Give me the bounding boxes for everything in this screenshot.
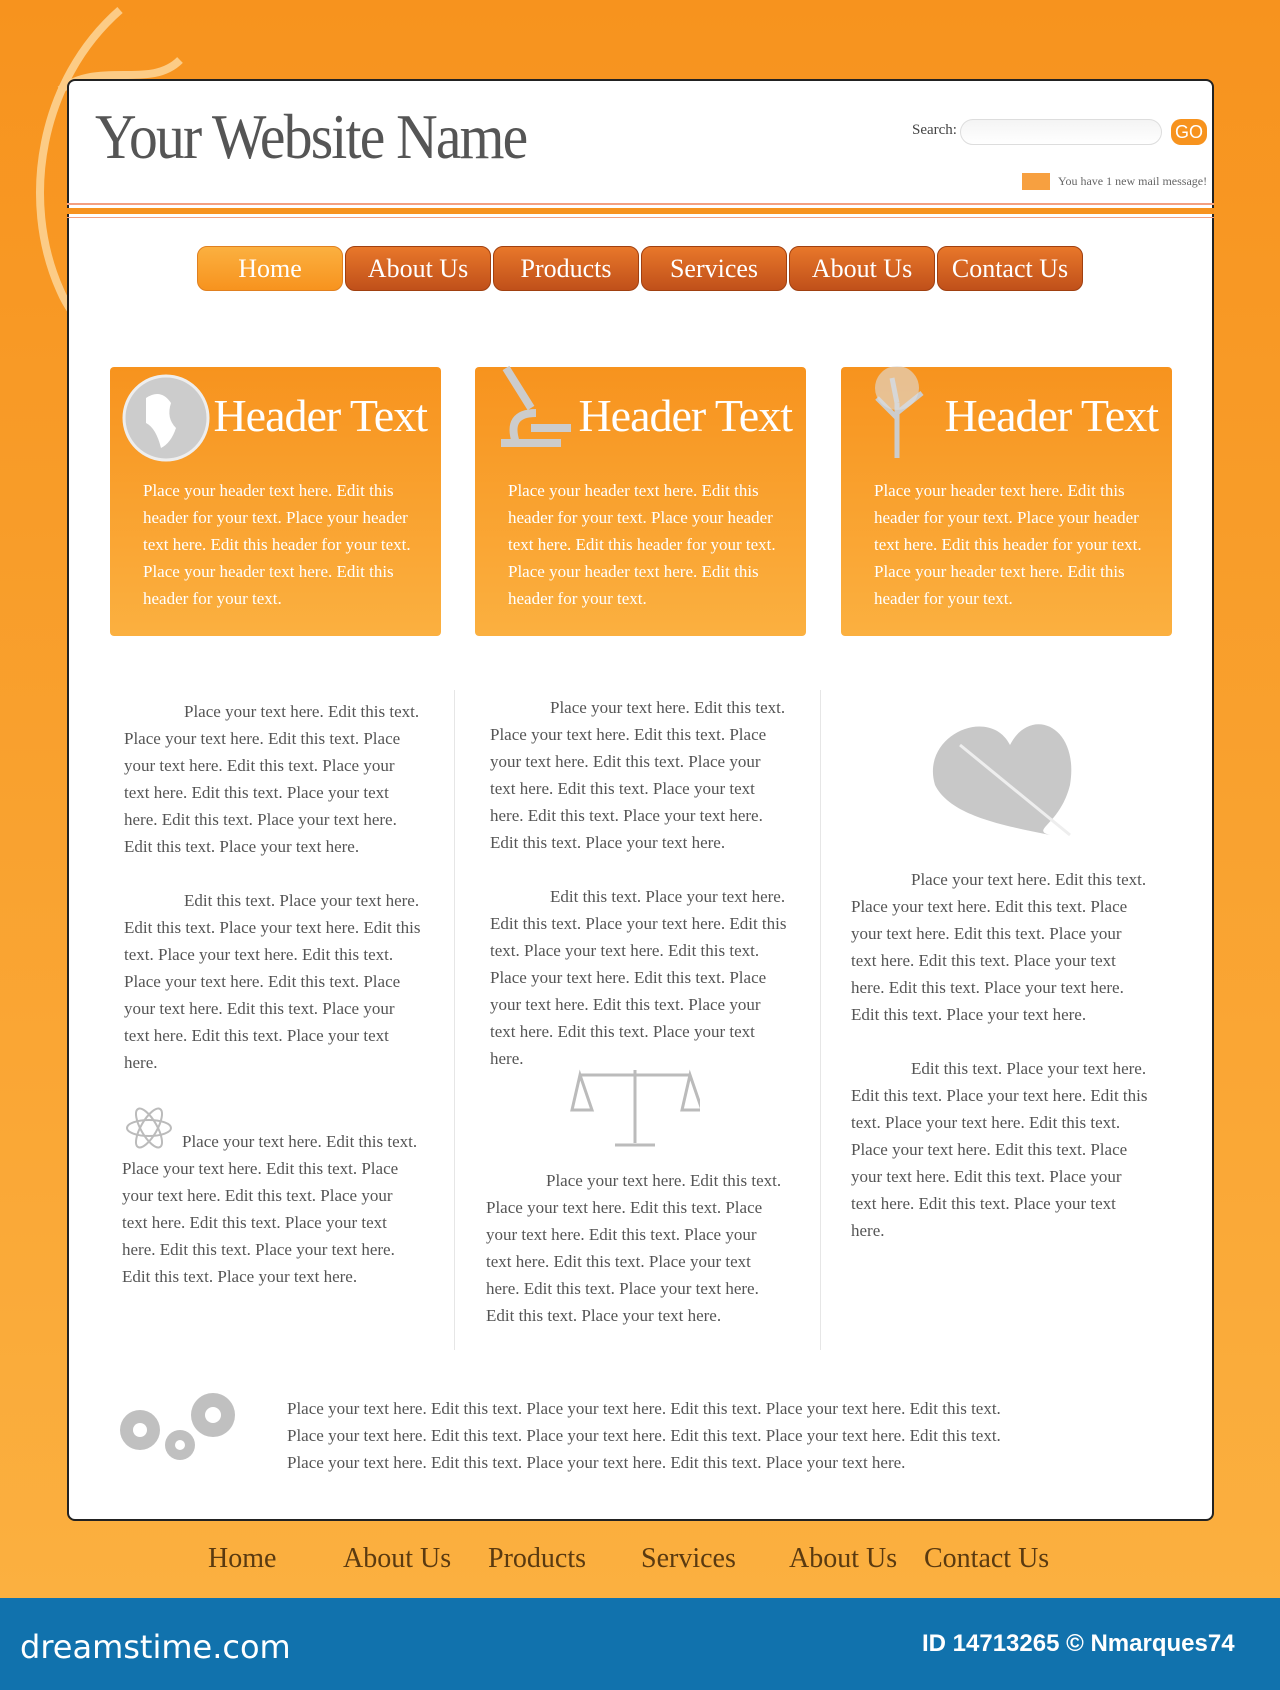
card-text: Place your header text here. Edit this header for your text. Place your header text here. Edit this header for your text. Place your header text here. Edit this header for your text. bbox=[143, 481, 411, 608]
tree-icon bbox=[847, 363, 947, 463]
column-2-bottom bbox=[486, 1167, 786, 1329]
body-text: Place your text here. Edit this text. Place your text here. Edit this text. Place your text here. Edit this text. Place your text here. Edit this text. Place your text here. Edit this text. Place your text here. Edit this text. Place your text here. bbox=[851, 870, 1147, 1024]
footer-link-about-us-2[interactable]: About Us bbox=[789, 1543, 898, 1574]
mail-icon[interactable] bbox=[1022, 173, 1050, 190]
search-label: Search: bbox=[912, 122, 957, 138]
gears-icon bbox=[115, 1390, 240, 1465]
footer-link-products[interactable]: Products bbox=[488, 1543, 586, 1574]
leaf-icon bbox=[920, 705, 1080, 840]
body-text: Edit this text. Place your text here. Edit this text. Place your text here. Edit this text. Place your text here. Edit this text. Place your text here. Edit this text. Place your text here. Edit this text. Place your text here. Edit this text. Place your text here. bbox=[490, 887, 787, 1068]
feature-card bbox=[110, 367, 441, 636]
body-text: Place your text here. Edit this text. Place your text here. Edit this text. Place your text here. Edit this text. Place your text here. Edit this text. Place your text here. Edit this text. Place your text here. Edit this text. Place your text here. bbox=[122, 1132, 418, 1286]
feature-card bbox=[841, 367, 1172, 636]
card-title: Header Text bbox=[578, 390, 792, 441]
column-1 bbox=[124, 698, 424, 1076]
column-3 bbox=[851, 866, 1151, 1244]
watermark-logo: dreamstime.com bbox=[20, 1628, 291, 1666]
feature-card bbox=[475, 367, 806, 636]
nav-services[interactable]: Services bbox=[641, 246, 787, 291]
card-title: Header Text bbox=[213, 390, 427, 441]
nav-contact-us[interactable]: Contact Us bbox=[937, 246, 1083, 291]
footer-link-contact-us[interactable]: Contact Us bbox=[924, 1543, 1050, 1574]
body-text: Edit this text. Place your text here. Edit this text. Place your text here. Edit this text. Place your text here. Edit this text. Place your text here. Edit this text. Place your text here. Edit this text. Place your text here. Edit this text. Place your text here. bbox=[124, 891, 421, 1072]
divider bbox=[67, 203, 1214, 205]
footer-link-home[interactable]: Home bbox=[208, 1543, 277, 1574]
divider bbox=[67, 208, 1214, 214]
column-2 bbox=[490, 694, 790, 1072]
body-text: Place your text here. Edit this text. Place your text here. Edit this text. Place your text here. Edit this text. Place your text here. Edit this text. Place your text here. Edit this text. Place your text here. Edit this text. Place your text here. bbox=[486, 1171, 782, 1325]
footer-link-about-us[interactable]: About Us bbox=[343, 1543, 452, 1574]
main-nav bbox=[197, 246, 1083, 291]
scales-icon bbox=[570, 1065, 700, 1150]
card-text: Place your header text here. Edit this header for your text. Place your header text here. Edit this header for your text. Place your header text here. Edit this header for your text. bbox=[874, 481, 1142, 608]
divider bbox=[67, 217, 1214, 218]
card-text: Place your header text here. Edit this header for your text. Place your header text here. Edit this header for your text. Place your header text here. Edit this header for your text. bbox=[508, 481, 776, 608]
image-credit: ID 14713265 © Nmarques74 bbox=[922, 1630, 1235, 1657]
card-title: Header Text bbox=[944, 390, 1158, 441]
body-text: Place your text here. Edit this text. Place your text here. Edit this text. Place your text here. Edit this text. Place your text here. Edit this text. Place your text here. Edit this text. Place your text here. Edit this text. Place your text here. bbox=[124, 702, 420, 856]
mail-notification[interactable]: You have 1 new mail message! bbox=[1058, 174, 1208, 188]
column-divider bbox=[820, 690, 821, 1350]
column-divider bbox=[454, 690, 455, 1350]
go-button[interactable]: GO bbox=[1171, 119, 1207, 145]
footer-text: Place your text here. Edit this text. Place your text here. Edit this text. Place your text here. Edit this text. Place your text here. Edit this text. Place your text here. Edit this text. Place your text here. Edit this text. Place your text here. Edit this text. Place your text here. Edit this text. Place your text here. bbox=[287, 1399, 1001, 1472]
nav-about-us[interactable]: About Us bbox=[345, 246, 491, 291]
microscope-icon bbox=[481, 363, 581, 463]
footer-link-services[interactable]: Services bbox=[641, 1543, 736, 1574]
body-text: Edit this text. Place your text here. Edit this text. Place your text here. Edit this text. Place your text here. Edit this text. Place your text here. Edit this text. Place your text here. Edit this text. Place your text here. Edit this text. Place your text here. bbox=[851, 1059, 1148, 1240]
search-input[interactable] bbox=[960, 119, 1162, 145]
globe-icon bbox=[116, 363, 216, 463]
nav-home[interactable]: Home bbox=[197, 246, 343, 291]
site-title: Your Website Name bbox=[95, 101, 527, 172]
column-1-bottom bbox=[122, 1128, 422, 1290]
nav-about-us-2[interactable]: About Us bbox=[789, 246, 935, 291]
nav-products[interactable]: Products bbox=[493, 246, 639, 291]
body-text: Place your text here. Edit this text. Place your text here. Edit this text. Place your text here. Edit this text. Place your text here. Edit this text. Place your text here. Edit this text. Place your text here. Edit this text. Place your text here. bbox=[490, 698, 786, 852]
